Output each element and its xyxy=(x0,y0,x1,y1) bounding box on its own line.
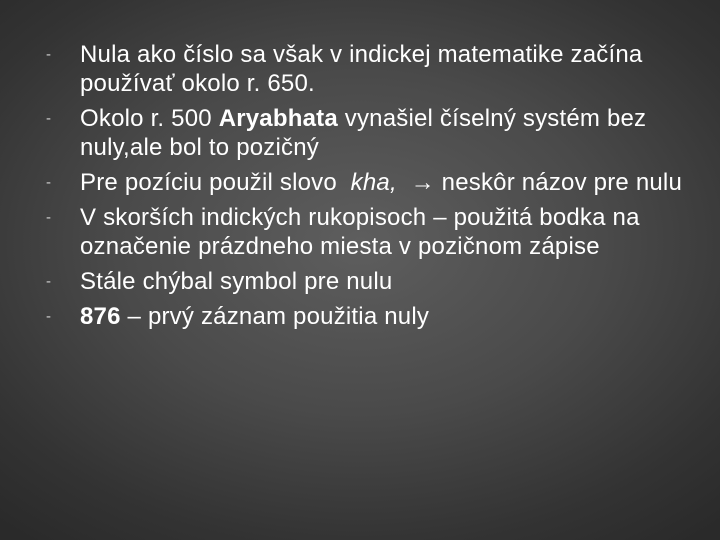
bullet-text-suffix: vynašiel číselný systém bez nuly,ale bol to pozičný xyxy=(80,105,647,161)
bullet-item xyxy=(44,104,684,162)
bullet-dash-icon: - xyxy=(46,308,52,325)
bullet-dash-icon: - xyxy=(46,209,52,226)
bullet-text-prefix: Pre pozíciu použil slovo xyxy=(80,169,351,196)
bullet-text: V skorších indických rukopisoch – použitá bodka na označenie prázdneho miesta v pozičnom zápise xyxy=(80,204,640,260)
bullet-item xyxy=(44,40,684,98)
bullet-text: Nula ako číslo sa však v indickej matematike začína používať okolo r. 650. xyxy=(80,41,643,97)
bullet-bold-year: 876 xyxy=(80,303,121,330)
bullet-text-suffix: → neskôr názov pre nulu xyxy=(396,169,682,196)
bullet-dash-icon: - xyxy=(46,110,52,127)
bullet-dash-icon: - xyxy=(46,273,52,290)
bullet-italic-term: kha, xyxy=(350,169,397,196)
bullet-text: Stále chýbal symbol pre nulu xyxy=(80,268,393,295)
bullet-text-suffix: – prvý záznam použitia nuly xyxy=(120,303,430,330)
bullet-list xyxy=(44,40,684,331)
bullet-bold-name: Aryabhata xyxy=(218,105,338,132)
bullet-text-prefix: Okolo r. 500 xyxy=(80,105,219,132)
bullet-item xyxy=(44,168,684,197)
bullet-dash-icon: - xyxy=(46,174,52,191)
bullet-item xyxy=(44,302,684,331)
bullet-item xyxy=(44,267,684,296)
bullet-dash-icon: - xyxy=(46,46,52,63)
bullet-item xyxy=(44,203,684,261)
